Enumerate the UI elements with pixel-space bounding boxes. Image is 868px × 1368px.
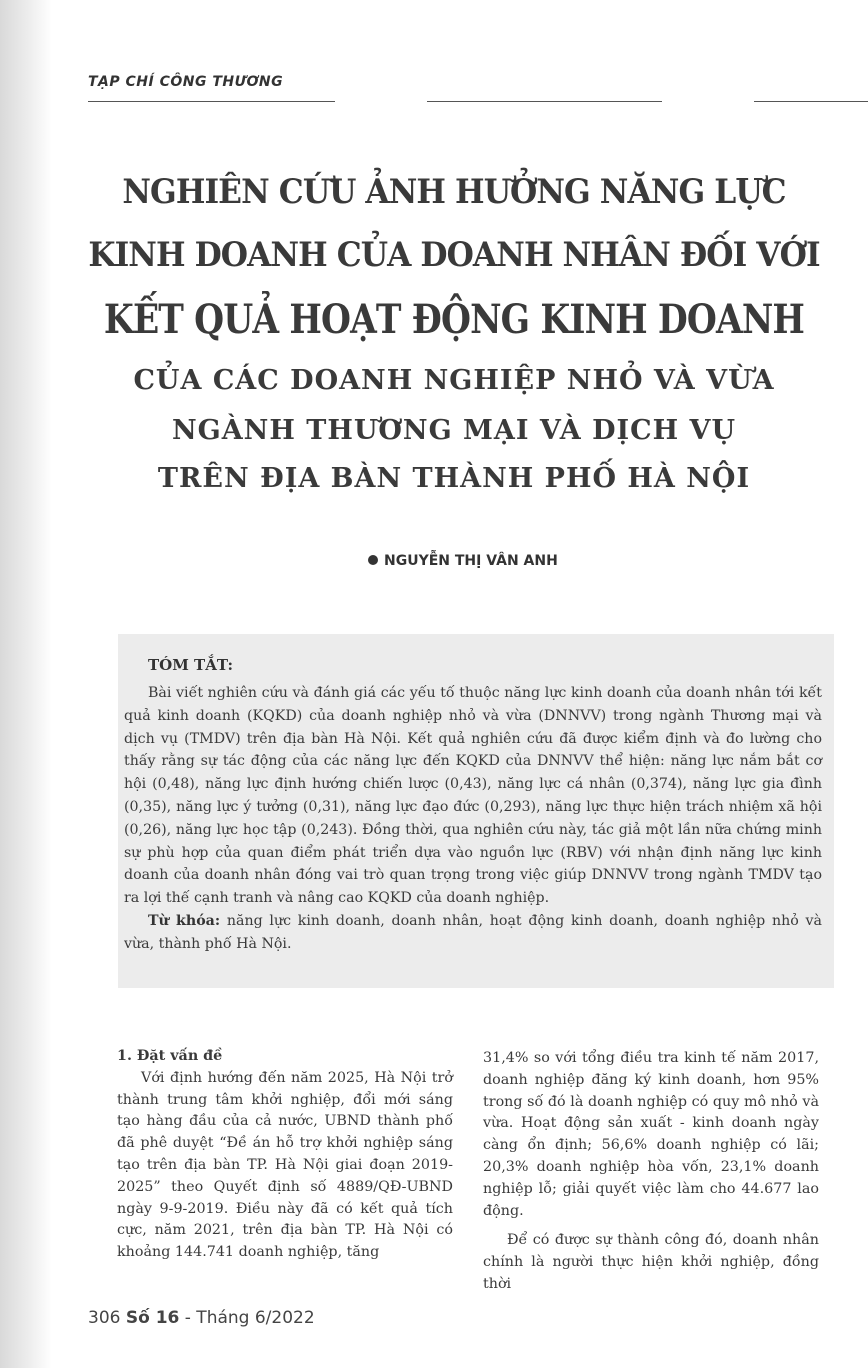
body-column-right bbox=[483, 1048, 819, 1296]
author-line bbox=[368, 553, 558, 569]
page-edge-shadow bbox=[0, 0, 52, 1368]
abstract-heading: TÓM TẮT: bbox=[148, 656, 234, 674]
body-paragraph: Để có được sự thành công đó, doanh nhân chính là người thực hiện khởi nghiệp, đồng thời bbox=[483, 1232, 819, 1292]
body-column-left bbox=[117, 1046, 453, 1264]
header-rule bbox=[427, 101, 662, 102]
issue-date: - Tháng 6/2022 bbox=[184, 1308, 315, 1328]
keywords-text: năng lực kinh doanh, doanh nhân, hoạt động kinh doanh, doanh nghiệp nhỏ và vừa, thành phố Hà Nội. bbox=[124, 912, 822, 952]
issue-number: Số 16 bbox=[125, 1308, 180, 1328]
body-paragraph: Với định hướng đến năm 2025, Hà Nội trở thành trung tâm khởi nghiệp, đổi mới sáng tạo hàng đầu của cả nước, UBND thành phố đã phê duyệt “Đề án hỗ trợ khởi nghiệp sáng tạo trên địa bàn TP. Hà Nội giai đoạn 2019-2025” theo Quyết định số 4889/QĐ-UBND ngày 9-9-2019. Điều này đã có kết quả tích cực, năm 2021, trên địa bàn TP. Hà Nội có khoảng 144.741 doanh nghiệp, tăng bbox=[117, 1069, 453, 1261]
body-paragraph: 31,4% so với tổng điều tra kinh tế năm 2017, doanh nghiệp đăng ký kinh doanh, hơn 95% trong số đó là doanh nghiệp có quy mô nhỏ và vừa. Hoạt động sản xuất - kinh doanh ngày càng ổn định; 56,6% doanh nghiệp có lãi; 20,3% doanh nghiệp hòa vốn, 23,1% doanh nghiệp lỗ; giải quyết việc làm cho 44.677 lao động. bbox=[483, 1050, 819, 1219]
page-number: 306 bbox=[88, 1308, 121, 1328]
title-line-5: NGÀNH THƯƠNG MẠI VÀ DỊCH VỤ bbox=[171, 415, 737, 446]
header-rule bbox=[754, 101, 868, 102]
page-footer bbox=[88, 1308, 315, 1328]
title-line-3: KẾT QUẢ HOẠT ĐỘNG KINH DOANH bbox=[103, 296, 805, 343]
abstract-body: Bài viết nghiên cứu và đánh giá các yếu tố thuộc năng lực kinh doanh của doanh nhân tới kết quả kinh doanh (KQKD) của doanh nghiệp nhỏ và vừa (DNNVV) trong ngành Thương mại và dịch vụ (TMDV) trên địa bàn Hà Nội. Kết quả nghiên cứu đã được kiểm định và đo lường cho thấy rằng sự tác động của các năng lực đến KQKD của DNNVV thể hiện: năng lực nắm bắt cơ hội (0,48), năng lực định hướng chiến lược (0,43), năng lực cá nhân (0,374), năng lực gia đình (0,35), năng lực ý tưởng (0,31), năng lực đạo đức (0,293), năng lực thực hiện trách nhiệm xã hội (0,26), năng lực học tập (0,243). Đồng thời, qua nghiên cứu này, tác giả một lần nữa chứng minh sự phù hợp của quan điểm phát triển dựa vào nguồn lực (RBV) với nhận định năng lực kinh doanh của doanh nhân đóng vai trò quan trọng trong việc giúp DNNVV trong ngành TMDV tạo ra lợi thế cạnh tranh và nâng cao KQKD của doanh nghiệp. bbox=[124, 685, 822, 907]
abstract-text bbox=[124, 682, 822, 956]
title-line-6: TRÊN ĐỊA BÀN THÀNH PHỐ HÀ NỘI bbox=[157, 463, 751, 494]
title-line-2: KINH DOANH CỦA DOANH NHÂN ĐỐI VỚI bbox=[88, 235, 820, 275]
title-line-4: CỦA CÁC DOANH NGHIỆP NHỎ VÀ VỪA bbox=[133, 365, 775, 396]
keywords bbox=[124, 910, 822, 956]
keywords-label: Từ khóa: bbox=[148, 912, 221, 929]
author-name: NGUYỄN THỊ VÂN ANH bbox=[384, 553, 558, 569]
journal-name: TẠP CHÍ CÔNG THƯƠNG bbox=[88, 74, 284, 90]
section-title: 1. Đặt vấn đề bbox=[117, 1048, 223, 1064]
bullet-icon bbox=[368, 555, 378, 565]
title-line-1: NGHIÊN CỨU ẢNH HƯỞNG NĂNG LỰC bbox=[122, 172, 786, 212]
header-rule bbox=[88, 101, 335, 102]
